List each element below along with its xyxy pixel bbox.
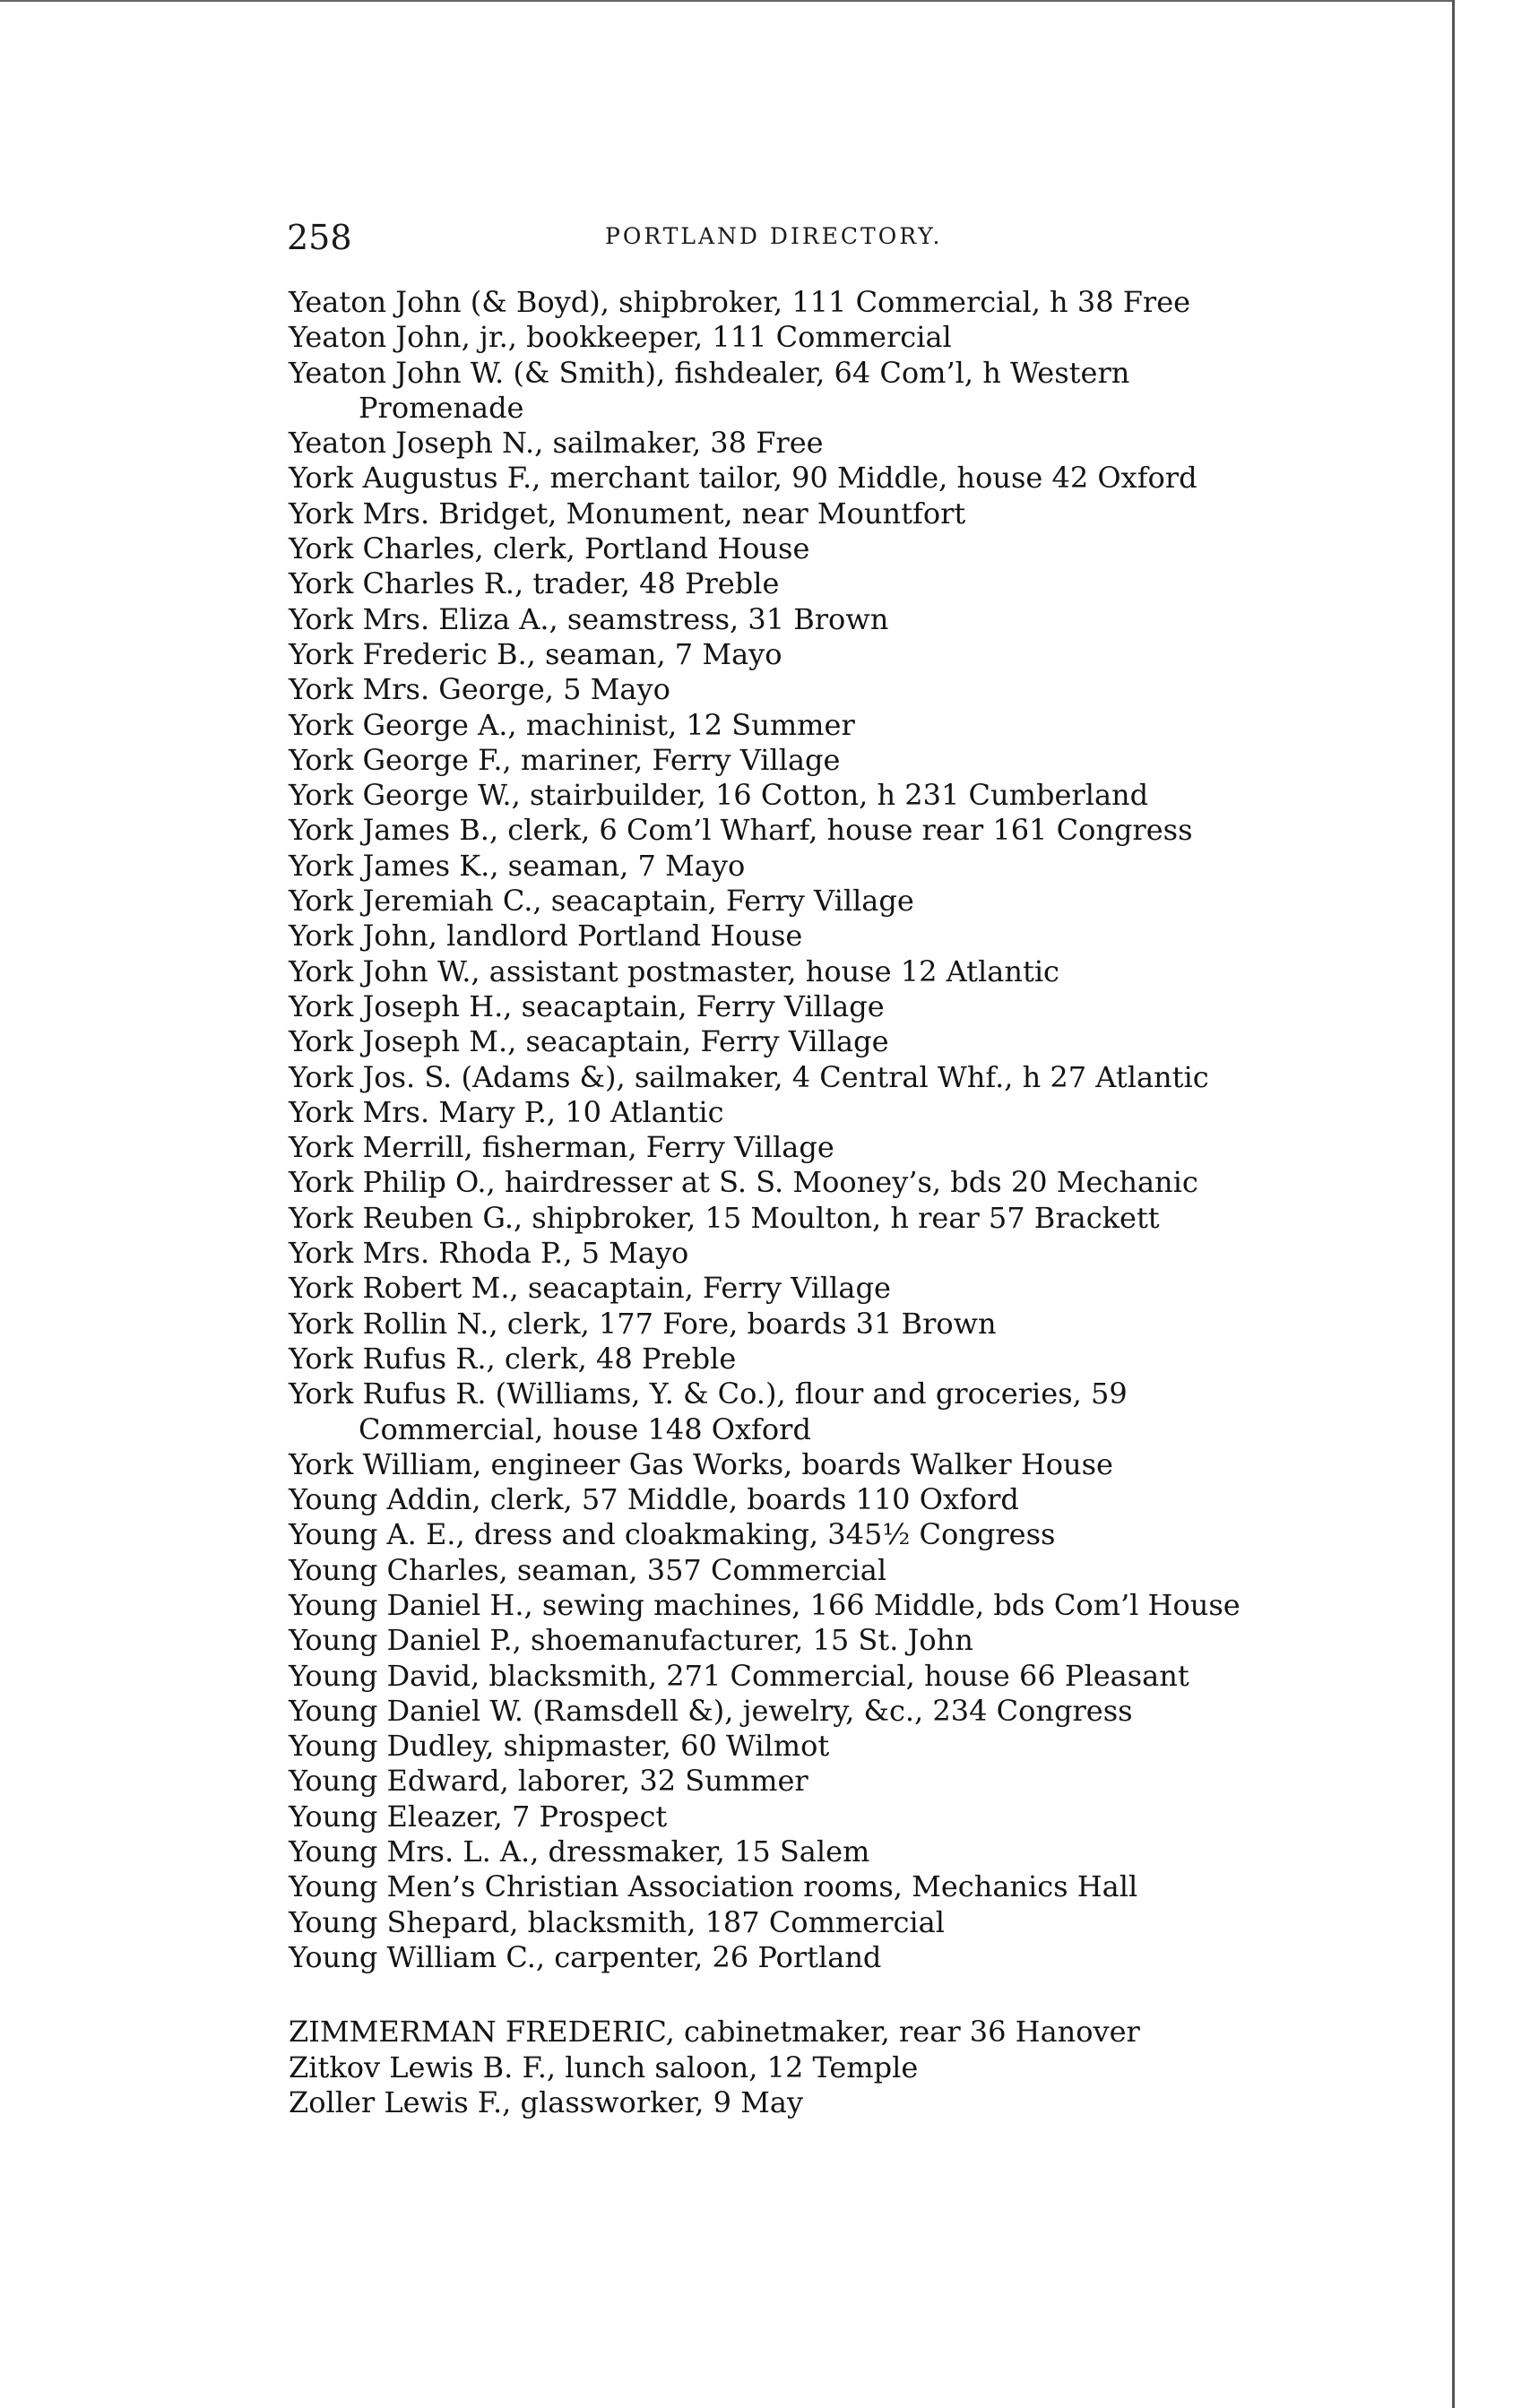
directory-entry: Young Addin, clerk, 57 Middle, boards 110 Oxford — [289, 1482, 1019, 1517]
directory-entry: Young Daniel P., shoemanufacturer, 15 St. John — [289, 1623, 973, 1658]
directory-entry: Young Eleazer, 7 Prospect — [289, 1799, 668, 1834]
directory-entry: Young Men’s Christian Association rooms, Mechanics Hall — [289, 1869, 1138, 1904]
directory-entry: Young Daniel W. (Ramsdell &), jewelry, &c., 234 Congress — [289, 1693, 1133, 1728]
directory-entry: York Jeremiah C., seacaptain, Ferry Village — [289, 884, 914, 919]
directory-entry: York George F., mariner, Ferry Village — [289, 742, 841, 777]
directory-entry: York Mrs. Mary P., 10 Atlantic — [289, 1094, 724, 1129]
directory-entry: York Mrs. Rhoda P., 5 Mayo — [289, 1236, 689, 1271]
directory-entries — [289, 285, 1301, 2120]
directory-entry: York Jos. S. (Adams &), sailmaker, 4 Central Whf., h 27 Atlantic — [289, 1059, 1209, 1094]
directory-entry: Zoller Lewis F., glassworker, 9 May — [289, 2084, 804, 2119]
directory-entry: Zitkov Lewis B. F., lunch saloon, 12 Temple — [289, 2050, 919, 2084]
directory-entry: Young Edward, laborer, 32 Summer — [289, 1764, 808, 1799]
directory-entry: York Frederic B., seaman, 7 Mayo — [289, 636, 782, 671]
directory-entry: York George W., stairbuilder, 16 Cotton, h 231 Cumberland — [289, 778, 1149, 813]
directory-entry: Young Shepard, blacksmith, 187 Commercial — [289, 1904, 945, 1939]
directory-entry: York Merrill, fisherman, Ferry Village — [289, 1130, 834, 1165]
directory-entry: York Rufus R. (Williams, Y. & Co.), flour and groceries, 59 — [289, 1377, 1128, 1411]
directory-entry: Yeaton John (& Boyd), shipbroker, 111 Commercial, h 38 Free — [289, 285, 1191, 319]
directory-entry: York George A., machinist, 12 Summer — [289, 707, 855, 742]
directory-entry: Young Mrs. L. A., dressmaker, 15 Salem — [289, 1834, 870, 1869]
directory-entry: York Charles, clerk, Portland House — [289, 531, 810, 566]
directory-entry: York Joseph M., seacaptain, Ferry Village — [289, 1024, 889, 1059]
directory-entry: Young Charles, seaman, 357 Commercial — [289, 1552, 887, 1587]
directory-entry: ZIMMERMAN FREDERIC, cabinetmaker, rear 36 Hanover — [289, 2015, 1140, 2050]
directory-entry: York Charles R., trader, 48 Preble — [289, 566, 780, 601]
running-title: PORTLAND DIRECTORY. — [605, 223, 943, 249]
page-number: 258 — [287, 218, 352, 257]
directory-entry: York Rufus R., clerk, 48 Preble — [289, 1341, 737, 1376]
directory-entry: Yeaton John W. (& Smith), fishdealer, 64 Com’l, h Western — [289, 355, 1130, 390]
directory-entry-continuation: Commercial, house 148 Oxford — [359, 1411, 811, 1446]
directory-entry: Yeaton John, jr., bookkeeper, 111 Commercial — [289, 320, 952, 355]
directory-entry: York Mrs. George, 5 Mayo — [289, 672, 670, 707]
directory-entry: York Augustus F., merchant tailor, 90 Middle, house 42 Oxford — [289, 461, 1197, 496]
directory-entry: Yeaton Joseph N., sailmaker, 38 Free — [289, 426, 824, 461]
directory-entry: York James B., clerk, 6 Com’l Wharf, house rear 161 Congress — [289, 813, 1193, 848]
directory-entry: Young David, blacksmith, 271 Commercial, house 66 Pleasant — [289, 1658, 1189, 1693]
directory-entry: York Reuben G., shipbroker, 15 Moulton, h rear 57 Brackett — [289, 1200, 1160, 1235]
page-header — [287, 218, 1291, 263]
directory-entry: Young Dudley, shipmaster, 60 Wilmot — [289, 1729, 830, 1764]
directory-entry: Young Daniel H., sewing machines, 166 Middle, bds Com’l House — [289, 1587, 1241, 1622]
directory-entry: York John W., assistant postmaster, house 12 Atlantic — [289, 954, 1059, 988]
top-edge-rule — [0, 0, 1452, 2]
directory-entry: York Robert M., seacaptain, Ferry Village — [289, 1271, 891, 1306]
directory-entry: York William, engineer Gas Works, boards Walker House — [289, 1446, 1113, 1481]
directory-entry: York Philip O., hairdresser at S. S. Mooney’s, bds 20 Mechanic — [289, 1165, 1198, 1200]
directory-entry: Young A. E., dress and cloakmaking, 345½ Congress — [289, 1517, 1056, 1552]
directory-entry: York Rollin N., clerk, 177 Fore, boards 31 Brown — [289, 1306, 997, 1341]
directory-entry: York Mrs. Bridget, Monument, near Mountfort — [289, 496, 966, 531]
directory-entry: York James K., seaman, 7 Mayo — [289, 848, 746, 883]
directory-entry: York Joseph H., seacaptain, Ferry Village — [289, 988, 885, 1023]
directory-entry: York Mrs. Eliza A., seamstress, 31 Brown — [289, 601, 889, 636]
directory-entry: York John, landlord Portland House — [289, 919, 803, 954]
directory-entry: Young William C., carpenter, 26 Portland — [289, 1939, 882, 1974]
directory-entry-continuation: Promenade — [359, 390, 524, 425]
